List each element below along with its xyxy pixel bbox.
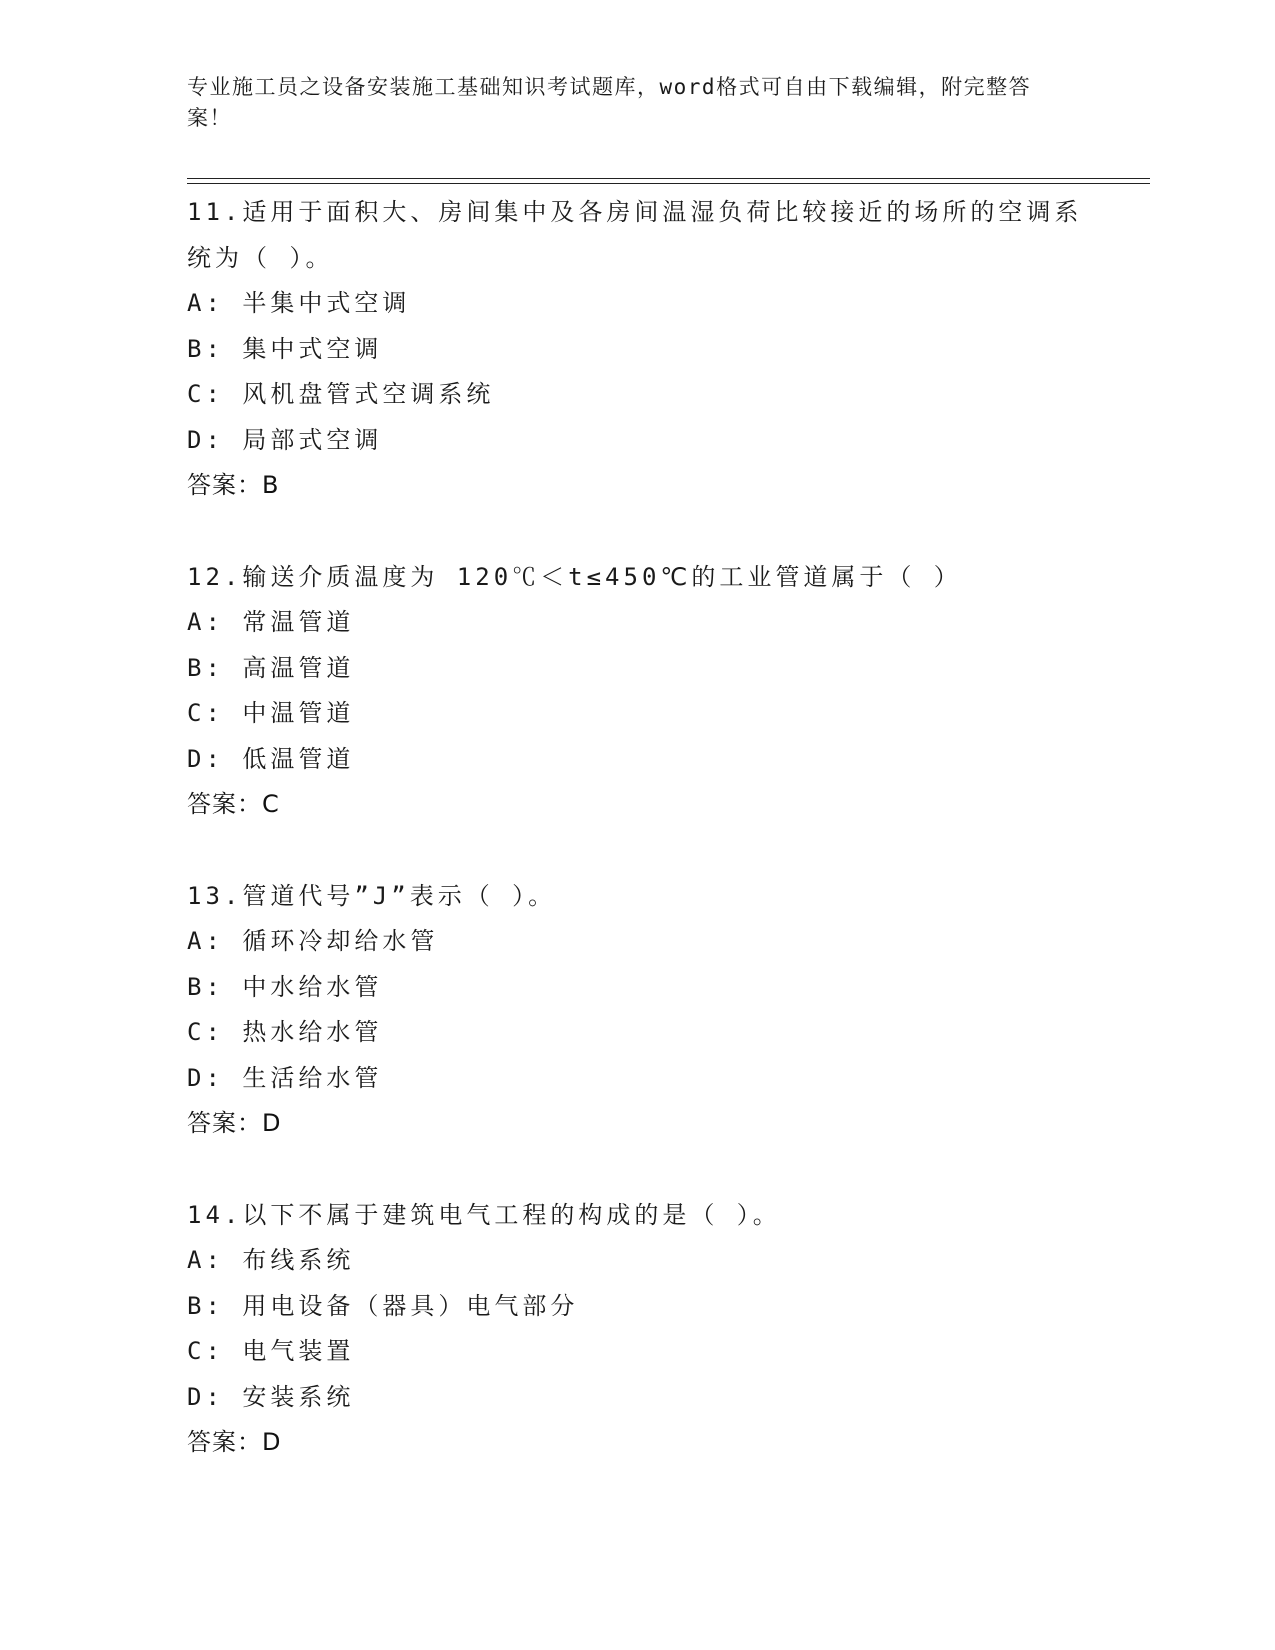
option-c: C: 电气装置	[187, 1337, 355, 1365]
option-a: A: 循环冷却给水管	[187, 927, 439, 955]
header-description: 专业施工员之设备安装施工基础知识考试题库，word格式可自由下载编辑，附完整答案！	[187, 75, 1032, 130]
answer: 答案：D	[187, 1428, 282, 1456]
option-d: D: 局部式空调	[187, 425, 383, 454]
option-c: C: 热水给水管	[187, 1018, 383, 1046]
question-14	[187, 1193, 1087, 1466]
header-divider-bottom	[187, 183, 1150, 184]
spacer	[187, 1147, 1087, 1193]
option-c: C: 风机盘管式空调系统	[187, 380, 495, 408]
question-13	[187, 874, 1087, 1147]
option-a: A: 布线系统	[187, 1246, 355, 1274]
option-b: B: 集中式空调	[187, 334, 383, 363]
question-text: 14.以下不属于建筑电气工程的构成的是（ ）。	[187, 1200, 781, 1229]
question-text: 11.适用于面积大、房间集中及各房间温湿负荷比较接近的场所的空调系统为（ ）。	[187, 198, 1083, 272]
question-text: 12.输送介质温度为 120℃＜t≤450℃的工业管道属于（ ）	[187, 562, 962, 591]
document-header	[187, 72, 1067, 134]
header-divider-top	[187, 178, 1150, 179]
answer: 答案：B	[187, 471, 280, 499]
answer: 答案：D	[187, 1109, 282, 1137]
spacer	[187, 828, 1087, 874]
answer: 答案：C	[187, 790, 280, 818]
option-d: D: 安装系统	[187, 1382, 355, 1411]
question-11	[187, 190, 1087, 509]
spacer	[187, 509, 1087, 555]
option-d: D: 生活给水管	[187, 1063, 383, 1092]
option-d: D: 低温管道	[187, 744, 355, 773]
option-a: A: 半集中式空调	[187, 289, 411, 317]
question-12	[187, 555, 1087, 828]
option-b: B: 用电设备（器具）电气部分	[187, 1291, 579, 1320]
option-b: B: 中水给水管	[187, 972, 383, 1001]
question-text: 13.管道代号”J”表示（ ）。	[187, 881, 557, 910]
option-a: A: 常温管道	[187, 608, 355, 636]
option-b: B: 高温管道	[187, 653, 355, 682]
option-c: C: 中温管道	[187, 699, 355, 727]
question-list	[187, 190, 1087, 1466]
